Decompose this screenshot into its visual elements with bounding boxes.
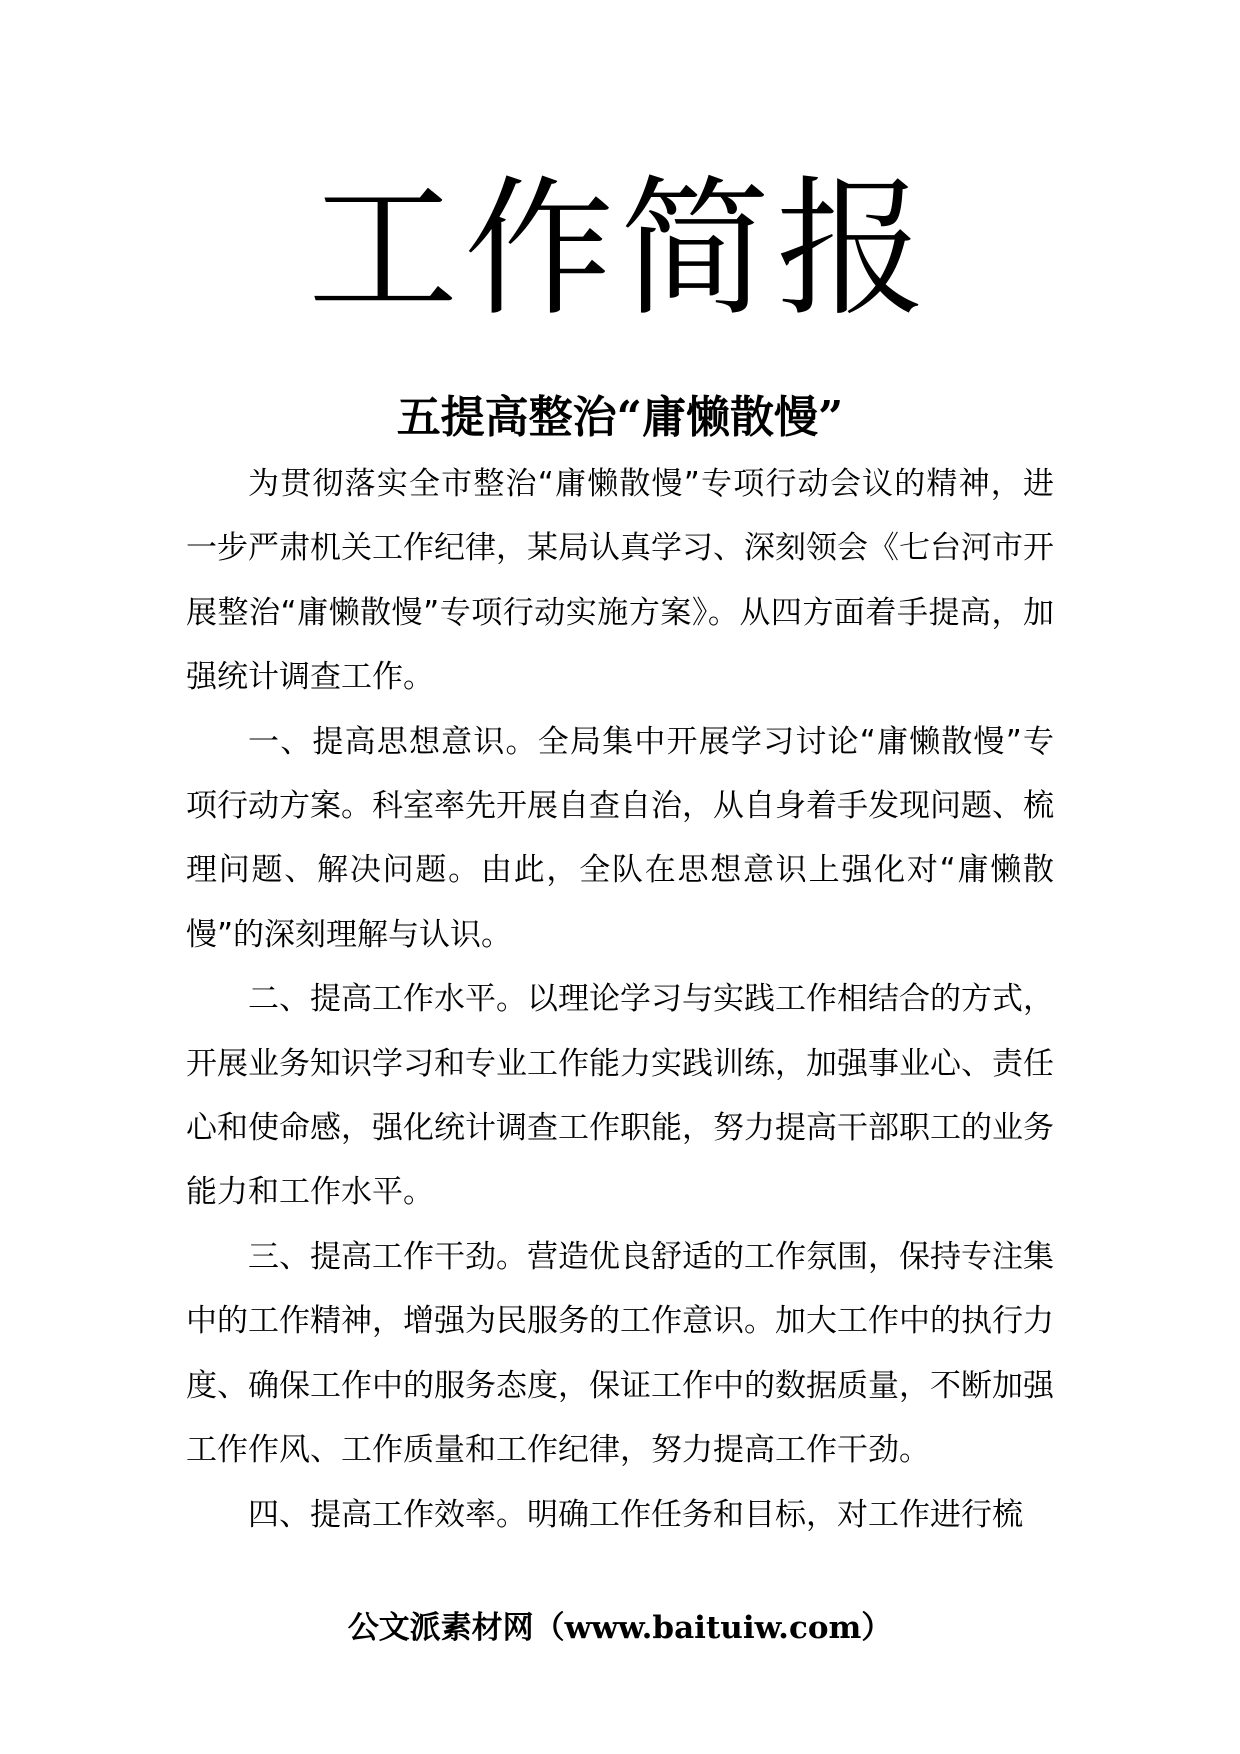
paragraph-point-1: 一、提高思想意识。全局集中开展学习讨论“庸懒散慢”专项行动方案。科室率先开展自查自治，从自身着手发现问题、梳理问题、解决问题。由此，全队在思想意识上强化对“庸懒散慢”的深刻理解与认识。 — [186, 723, 1054, 953]
paragraph-intro: 为贯彻落实全市整治“庸懒散慢”专项行动会议的精神，进一步严肃机关工作纪律，某局认真学习、深刻领会《七台河市开展整治“庸懒散慢”专项行动实施方案》。从四方面着手提高，加强统计调查工作。 — [186, 466, 1054, 696]
article-body — [186, 452, 1054, 1547]
paragraph-point-2: 二、提高工作水平。以理论学习与实践工作相结合的方式，开展业务知识学习和专业工作能力实践训练，加强事业心、责任心和使命感，强化统计调查工作职能，努力提高干部职工的业务能力和工作水平。 — [186, 981, 1054, 1211]
footer-source: 公文派素材网（www.baituiw.com） — [347, 1610, 893, 1646]
paragraph-point-4: 四、提高工作效率。明确工作任务和目标，对工作进行梳 — [248, 1496, 1023, 1533]
masthead-title: 工作简报 — [307, 163, 932, 337]
article-headline: 五提高整治“庸懒散慢” — [396, 392, 844, 443]
paragraph-point-3: 三、提高工作干劲。营造优良舒适的工作氛围，保持专注集中的工作精神，增强为民服务的工作意识。加大工作中的执行力度、确保工作中的服务态度，保证工作中的数据质量，不断加强工作作风、工作质量和工作纪律，努力提高工作干劲。 — [186, 1238, 1054, 1469]
